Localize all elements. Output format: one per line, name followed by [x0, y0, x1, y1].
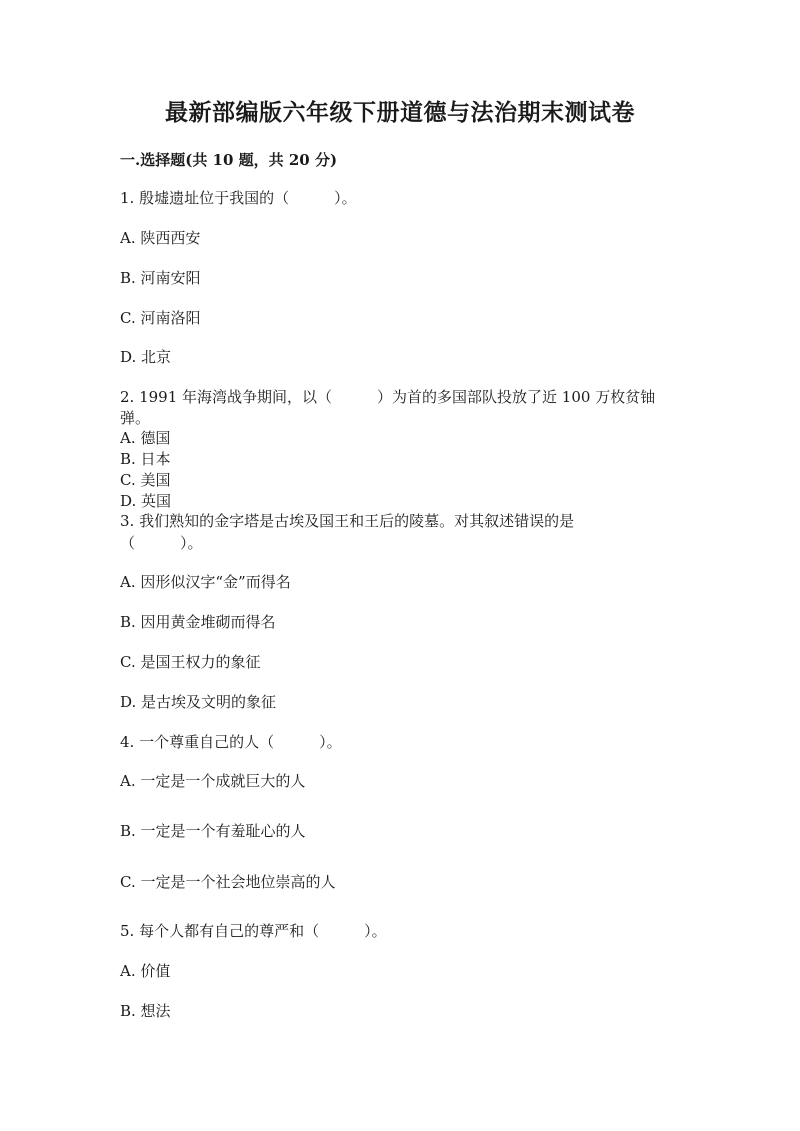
option-a: A. 一定是一个成就巨大的人 [120, 772, 306, 790]
option-d: D. 英国 [120, 492, 172, 510]
option-b: B. 因用黄金堆砌而得名 [120, 613, 276, 631]
question-stem: 5. 每个人都有自己的尊严和（ ）。 [120, 922, 387, 940]
option-c: C. 一定是一个社会地位崇高的人 [120, 873, 336, 891]
question-stem: 3. 我们熟知的金字塔是古埃及国王和王后的陵墓。对其叙述错误的是 [120, 512, 575, 530]
option-a: A. 陕西西安 [120, 229, 201, 247]
option-c: C. 河南洛阳 [120, 309, 201, 327]
option-a: A. 价值 [120, 962, 171, 980]
option-b: B. 一定是一个有羞耻心的人 [120, 822, 306, 840]
question-stem-continued: （ ）。 [120, 534, 203, 552]
question-stem-continued: 弹。 [120, 409, 151, 427]
option-a: A. 因形似汉字“金”而得名 [120, 573, 291, 591]
question-stem: 2. 1991 年海湾战争期间，以（ ）为首的多国部队投放了近 100 万枚贫铀 [120, 388, 656, 406]
option-b: B. 日本 [120, 450, 171, 468]
option-c: C. 美国 [120, 471, 171, 489]
question-stem: 4. 一个尊重自己的人（ ）。 [120, 733, 342, 751]
option-d: D. 是古埃及文明的象征 [120, 693, 277, 711]
section-heading: 一.选择题(共 10 题，共 20 分) [120, 151, 338, 169]
option-c: C. 是国王权力的象征 [120, 653, 261, 671]
option-b: B. 河南安阳 [120, 269, 201, 287]
option-d: D. 北京 [120, 348, 172, 366]
option-a: A. 德国 [120, 429, 171, 447]
question-stem: 1. 殷墟遗址位于我国的（ ）。 [120, 189, 357, 207]
option-b: B. 想法 [120, 1002, 171, 1020]
page-title: 最新部编版六年级下册道德与法治期末测试卷 [165, 99, 635, 126]
